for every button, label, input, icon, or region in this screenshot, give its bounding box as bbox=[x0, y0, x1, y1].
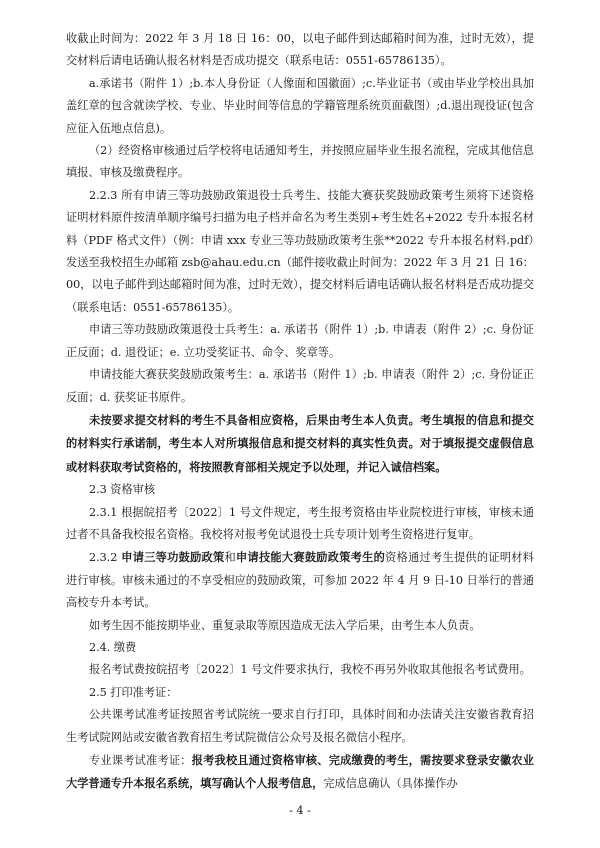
text-run: 如考生因不能按期毕业、重复录取等原因造成无法入学后果，由考生本人负责。 bbox=[88, 618, 481, 632]
paragraph bbox=[66, 637, 534, 659]
text-run: 2.5 打印准考证： bbox=[88, 685, 178, 699]
paragraph bbox=[66, 140, 534, 185]
text-run: 2.3.1 根据皖招考〔2022〕1 号文件规定，考生报考资格由毕业院校进行审核，审核未通过者不具备我校报名资格。我校将对报考免试退役士兵专项计划考生资格进行复审。 bbox=[66, 505, 534, 541]
paragraph bbox=[66, 185, 534, 319]
text-run: 2.3 资格审核 bbox=[88, 483, 156, 497]
text-run: 专业课考试准考证： bbox=[88, 754, 192, 767]
paragraph bbox=[66, 502, 534, 547]
text-run: （2）经资格审核通过后学校将电话通知考生，并按照应届毕业生报名流程，完成其他信息填报、审核及缴费程序。 bbox=[66, 144, 534, 180]
bold-text: 申请技能大赛鼓励政策考生的 bbox=[236, 550, 386, 565]
text-run: 2.3.2 bbox=[88, 551, 122, 565]
bold-text: 未按要求提交材料的考生不具备相应资格，后果由考生本人负责。考生填报的信息和提交的材料实行承诺制，考生本人对所填报信息和提交材料的真实性负责。对于填报提交虚假信息或材料获取考试资格的，将按照教育部相关规定予以处理，并记入诚信档案。 bbox=[66, 412, 534, 474]
text-run: 申请三等功鼓励政策退役士兵考生：a. 承诺书（附件 1）;b. 申请表（附件 2）;c. 身份证正反面；d. 退役证；e. 立功受奖证书、命令、奖章等。 bbox=[66, 323, 534, 359]
text-run: 和 bbox=[224, 551, 236, 565]
text-run: a.承诺书（附件 1）;b.本人身份证（人像面和国徽面）;c.毕业证书（或由毕业学校出具加盖红章的包含就读学校、专业、毕业时间等信息的学籍管理系统页面截图）;d.退出现役证(包含应征入伍地点信息)。 bbox=[66, 76, 534, 135]
paragraph bbox=[66, 659, 534, 681]
paragraph bbox=[66, 682, 534, 704]
paragraph bbox=[66, 615, 534, 637]
text-run: 收截止时间为：2022 年 3 月 18 日 16：00，以电子邮件到达邮箱时间为准，过时无效），提交材料后请电话确认报名材料是否成功提交（联系电话：0551-65786135）。 bbox=[66, 32, 534, 68]
text-run: 公共课考试准考证按照省考试院统一要求自行打印，具体时间和办法请关注安徽省教育招生考试院网站或安徽省教育招生考试院微信公众号及报名微信小程序。 bbox=[66, 708, 534, 744]
paragraph bbox=[66, 479, 534, 501]
paragraph bbox=[66, 749, 534, 796]
paragraph bbox=[66, 409, 534, 479]
page-number: - 4 - bbox=[289, 804, 311, 817]
paragraph bbox=[66, 73, 534, 140]
bold-text: 报考我校且通过资格审核、完成缴费的考生，需按要求登录安徽农业大学普通专升本报名系统，填写确认个人报考信息， bbox=[66, 753, 534, 791]
body-text bbox=[66, 28, 534, 796]
paragraph bbox=[66, 319, 534, 364]
bold-text: 申请三等功鼓励政策 bbox=[121, 550, 225, 565]
paragraph bbox=[66, 704, 534, 749]
text-run: 2.2.3 所有申请三等功鼓励政策退役士兵考生、技能大赛获奖鼓励政策考生须将下述资格证明材料原件按清单顺序编号扫描为电子档并命名为考生类别+考生姓名+2022 专升本报名材料（PDF 格式文件）（例：申请 xxx 专业三等功鼓励政策考生张**2022 专升本报名材料.pdf）发送至我校招生办邮箱 zsb@ahau.edu.cn（邮件接收截止时间为：2022 年 3 月 21 日 16：00，以电子邮件到达邮箱时间为准，过时无效），提交材料后请电话确认报名材料是否成功提交（联系电话：0551-65786135）。 bbox=[66, 188, 534, 314]
paragraph bbox=[66, 546, 534, 614]
paragraph bbox=[66, 364, 534, 409]
paragraph bbox=[66, 28, 534, 73]
text-run: 申请技能大赛获奖鼓励政策考生：a. 承诺书（附件 1）;b. 申请表（附件 2）;c. 身份证正反面；d. 获奖证书原件。 bbox=[66, 368, 534, 404]
text-run: 2.4. 缴费 bbox=[88, 640, 137, 654]
text-run: 完成信息确认（具体操作办 bbox=[323, 777, 458, 791]
text-run: 报名考试费按皖招考〔2022〕1 号文件要求执行，我校不再另外收取其他报名考试费用。 bbox=[88, 663, 531, 677]
text-run: 资格通过考生提供的证明材料进行审核。审核未通过的不享受相应的鼓励政策，可参加 2022 年 4 月 9 日-10 日举行的普通高校专升本考试。 bbox=[66, 551, 534, 610]
